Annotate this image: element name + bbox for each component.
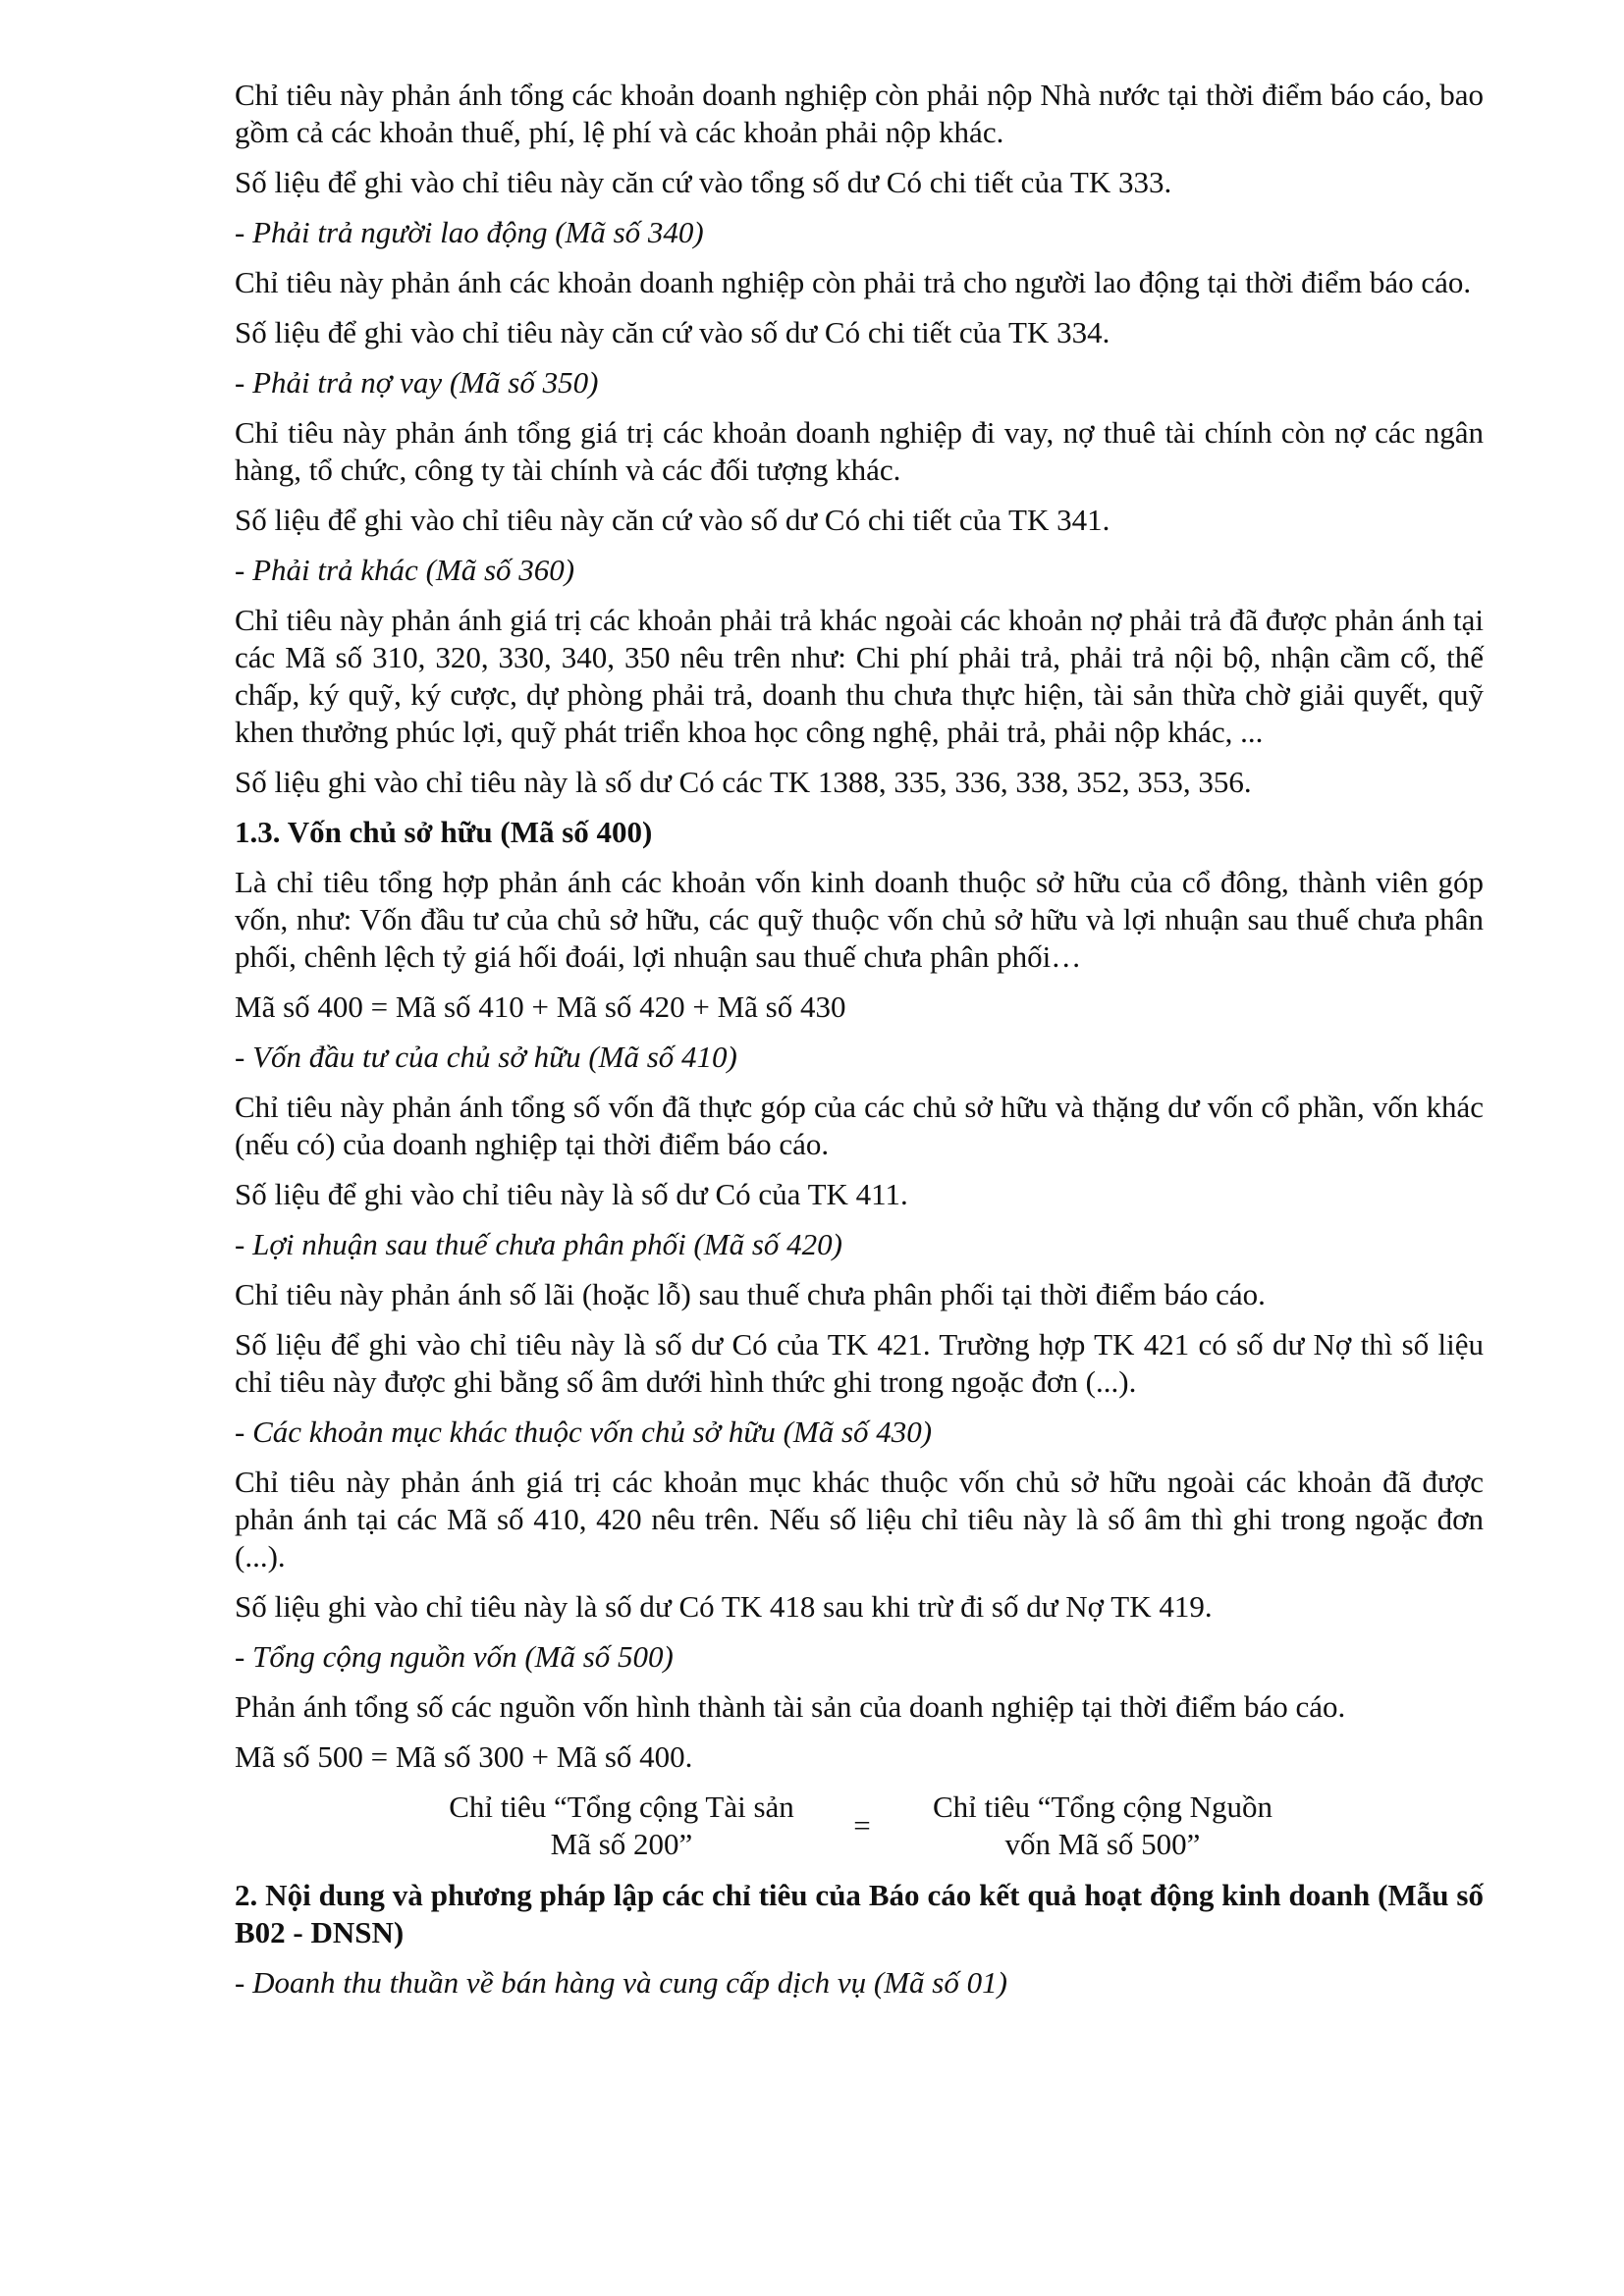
formula: Mã số 400 = Mã số 410 + Mã số 420 + Mã số 430 <box>235 989 846 1024</box>
equation-left: Chỉ tiêu “Tổng cộng Tài sản Mã số 200” <box>449 1789 794 1861</box>
document-page <box>235 77 1484 2014</box>
paragraph: Chỉ tiêu này phản ánh giá trị các khoản phải trả khác ngoài các khoản nợ phải trả đã được phản ánh tại các Mã số 310, 320, 330, 340, 350 nêu trên như: Chi phí phải trả, phải trả nội bộ, nhận cầm cố, thế chấp, ký quỹ, ký cược, dự phòng phải trả, doanh thu chưa thực hiện, tài sản thừa chờ giải quyết, quỹ khen thưởng phúc lợi, quỹ phát triển khoa học công nghệ, phải trả, phải nộp khác, ... <box>235 603 1484 749</box>
section-heading: 2. Nội dung và phương pháp lập các chỉ tiêu của Báo cáo kết quả hoạt động kinh doanh (Mẫu số B02 - DNSN) <box>235 1878 1484 1949</box>
equals-sign: = <box>853 1808 871 1842</box>
item-heading: - Phải trả nợ vay (Mã số 350) <box>235 365 599 400</box>
equality-statement <box>235 1789 1484 1863</box>
paragraph: Số liệu để ghi vào chỉ tiêu này là số dư Có của TK 411. <box>235 1177 908 1211</box>
paragraph: Phản ánh tổng số các nguồn vốn hình thành tài sản của doanh nghiệp tại thời điểm báo cáo. <box>235 1689 1346 1724</box>
paragraph: Chỉ tiêu này phản ánh giá trị các khoản mục khác thuộc vốn chủ sở hữu ngoài các khoản đã được phản ánh tại các Mã số 410, 420 nêu trên. Nếu số liệu chỉ tiêu này là số âm thì ghi trong ngoặc đơn (...). <box>235 1465 1484 1574</box>
paragraph: Chỉ tiêu này phản ánh số lãi (hoặc lỗ) sau thuế chưa phân phối tại thời điểm báo cáo. <box>235 1277 1266 1311</box>
item-heading: - Vốn đầu tư của chủ sở hữu (Mã số 410) <box>235 1040 737 1074</box>
equation-right: Chỉ tiêu “Tổng cộng Nguồn vốn Mã số 500” <box>932 1789 1273 1861</box>
paragraph: Số liệu để ghi vào chỉ tiêu này căn cứ vào số dư Có chi tiết của TK 334. <box>235 315 1110 349</box>
paragraph: Số liệu ghi vào chỉ tiêu này là số dư Có các TK 1388, 335, 336, 338, 352, 353, 356. <box>235 765 1252 799</box>
paragraph: Số liệu ghi vào chỉ tiêu này là số dư Có TK 418 sau khi trừ đi số dư Nợ TK 419. <box>235 1589 1213 1624</box>
item-heading: - Lợi nhuận sau thuế chưa phân phối (Mã số 420) <box>235 1227 842 1261</box>
paragraph: Chỉ tiêu này phản ánh các khoản doanh nghiệp còn phải trả cho người lao động tại thời điểm báo cáo. <box>235 265 1472 299</box>
paragraph: Chỉ tiêu này phản ánh tổng giá trị các khoản doanh nghiệp đi vay, nợ thuê tài chính còn nợ các ngân hàng, tổ chức, công ty tài chính và các đối tượng khác. <box>235 415 1484 487</box>
formula: Mã số 500 = Mã số 300 + Mã số 400. <box>235 1739 693 1774</box>
item-heading: - Phải trả khác (Mã số 360) <box>235 553 575 587</box>
item-heading: - Tổng cộng nguồn vốn (Mã số 500) <box>235 1639 674 1674</box>
paragraph: Số liệu để ghi vào chỉ tiêu này căn cứ vào tổng số dư Có chi tiết của TK 333. <box>235 165 1172 199</box>
item-heading: - Các khoản mục khác thuộc vốn chủ sở hữu (Mã số 430) <box>235 1415 933 1449</box>
item-heading: - Phải trả người lao động (Mã số 340) <box>235 215 704 249</box>
paragraph: Chỉ tiêu này phản ánh tổng số vốn đã thực góp của các chủ sở hữu và thặng dư vốn cổ phần, vốn khác (nếu có) của doanh nghiệp tại thời điểm báo cáo. <box>235 1090 1484 1161</box>
item-heading: - Doanh thu thuần về bán hàng và cung cấp dịch vụ (Mã số 01) <box>235 1965 1007 2000</box>
paragraph: Là chỉ tiêu tổng hợp phản ánh các khoản vốn kinh doanh thuộc sở hữu của cổ đông, thành viên góp vốn, như: Vốn đầu tư của chủ sở hữu, các quỹ thuộc vốn chủ sở hữu và lợi nhuận sau thuế chưa phân phối, chênh lệch tỷ giá hối đoái, lợi nhuận sau thuế chưa phân phối… <box>235 865 1484 974</box>
paragraph: Số liệu để ghi vào chỉ tiêu này căn cứ vào số dư Có chi tiết của TK 341. <box>235 503 1110 537</box>
paragraph: Số liệu để ghi vào chỉ tiêu này là số dư Có của TK 421. Trường hợp TK 421 có số dư Nợ thì số liệu chỉ tiêu này được ghi bằng số âm dưới hình thức ghi trong ngoặc đơn (...). <box>235 1327 1484 1399</box>
section-heading: 1.3. Vốn chủ sở hữu (Mã số 400) <box>235 815 653 849</box>
paragraph: Chỉ tiêu này phản ánh tổng các khoản doanh nghiệp còn phải nộp Nhà nước tại thời điểm báo cáo, bao gồm cả các khoản thuế, phí, lệ phí và các khoản phải nộp khác. <box>235 78 1484 149</box>
